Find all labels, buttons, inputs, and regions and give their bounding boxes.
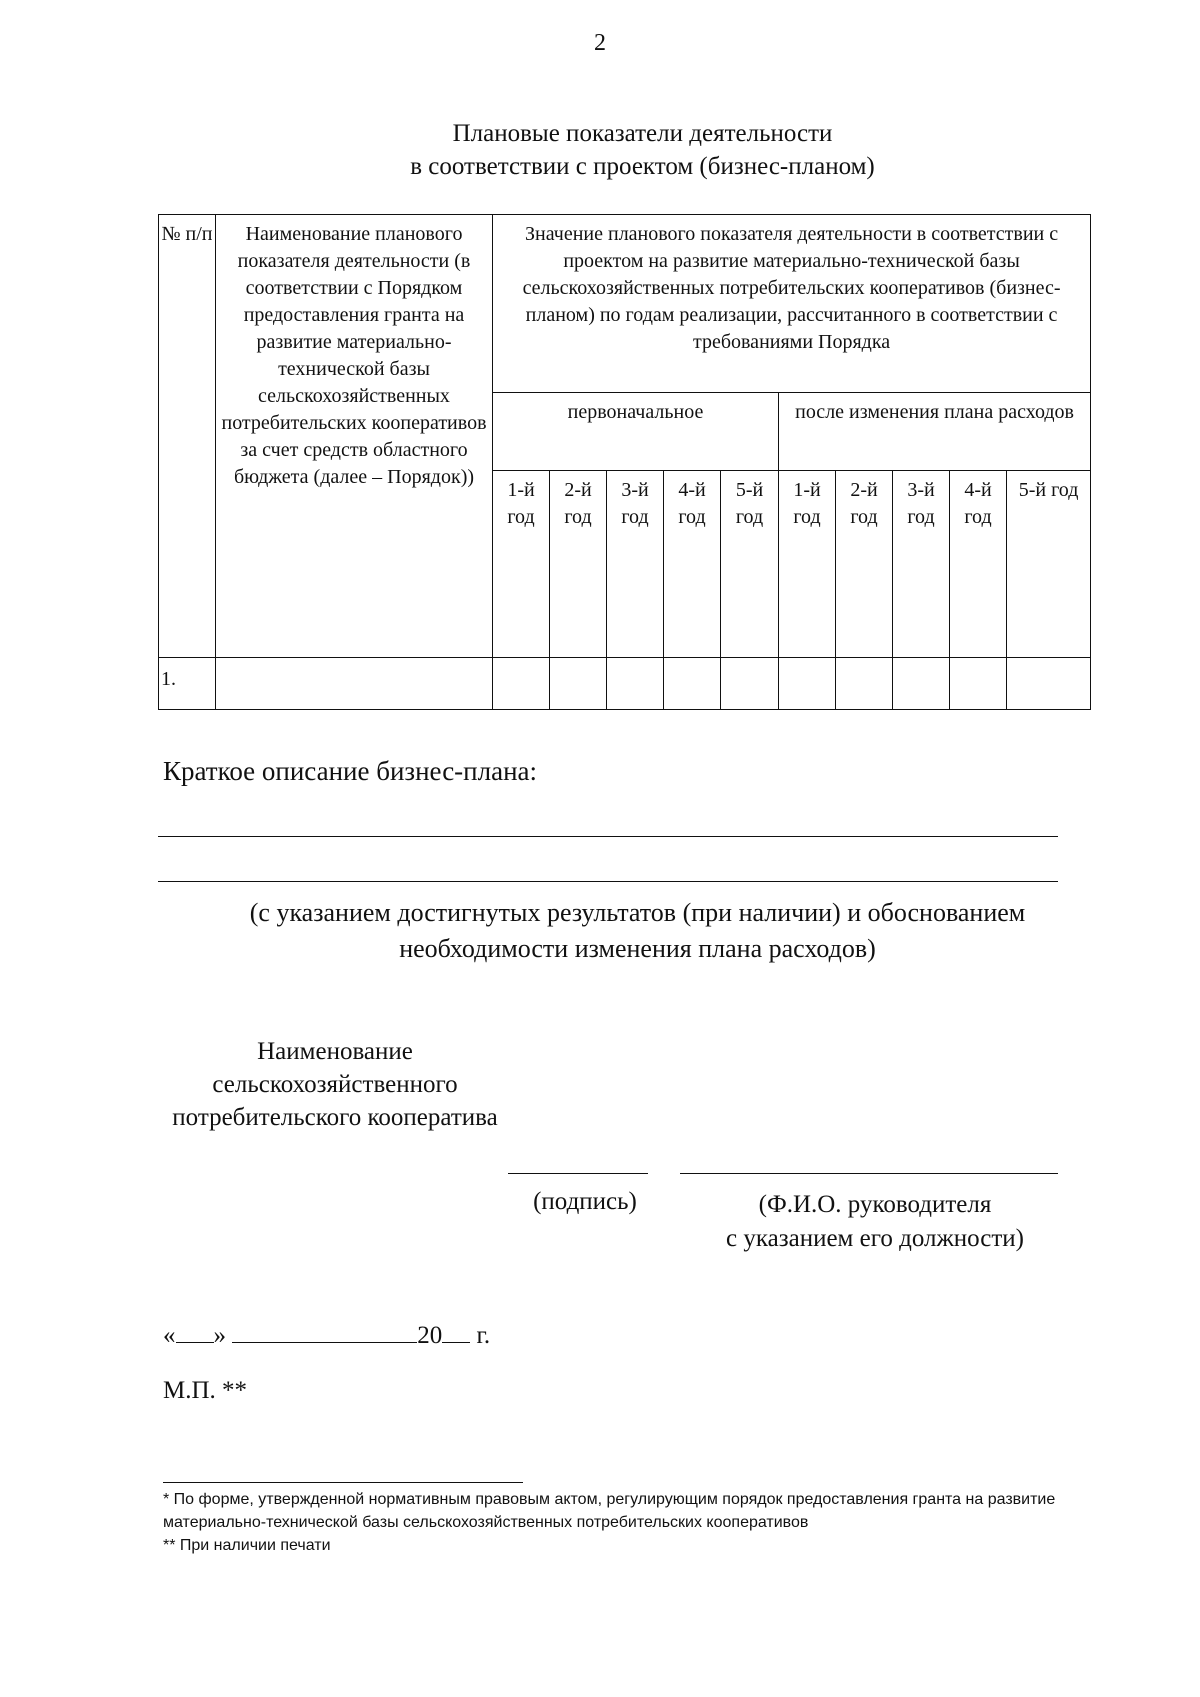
fio-line[interactable] (680, 1173, 1058, 1174)
description-line-2[interactable] (158, 881, 1058, 882)
table-row (159, 658, 1091, 710)
description-note (0, 895, 1200, 967)
col-name-header: Наименование планового показателя деятельности (в соответствии с Порядком предоставления гранта на развитие материально-технической базы сельскохозяйственных потребительских кооперативов за счет средств областного бюджета (далее – Порядок)) (216, 215, 493, 658)
year-after-1: 1-й год (779, 471, 836, 658)
value-cell[interactable] (1007, 658, 1091, 710)
title-line-1: Плановые показатели деятельности (452, 120, 833, 147)
table-header-row-1 (159, 215, 1091, 393)
description-note-line-2: необходимости изменения плана расходов) (399, 934, 876, 963)
fio-caption-line-1: (Ф.И.О. руководителя (758, 1191, 992, 1218)
value-cell[interactable] (664, 658, 721, 710)
fio-caption-line-2: с указанием его должности) (726, 1225, 1024, 1252)
date-close-quote: » (213, 1322, 226, 1349)
year-after-5: 5-й год (1007, 471, 1091, 658)
year-initial-3: 3-й год (607, 471, 664, 658)
footnote-2: ** При наличии печати (163, 1537, 331, 1554)
date-day-field[interactable] (176, 1322, 214, 1343)
date-open-quote: « (163, 1322, 176, 1349)
year-initial-5: 5-й год (721, 471, 779, 658)
plan-indicators-table (158, 214, 1091, 710)
fio-caption (690, 1188, 1060, 1256)
signature-caption: (подпись) (533, 1188, 637, 1215)
col-num-header: № п/п (159, 215, 216, 658)
value-cell[interactable] (836, 658, 893, 710)
date-year-prefix: 20 (417, 1322, 443, 1349)
footnotes (163, 1488, 1123, 1557)
description-label: Краткое описание бизнес-плана: (163, 756, 538, 786)
description-line-1[interactable] (158, 836, 1058, 837)
date-year-field[interactable] (442, 1322, 470, 1343)
footnote-rule (163, 1482, 523, 1483)
title-line-2: в соответствии с проектом (бизнес-планом) (410, 153, 875, 180)
description-note-line-1: (с указанием достигнутых результатов (при наличии) и обоснованием (249, 898, 1026, 927)
row-name-cell[interactable] (216, 658, 493, 710)
year-after-4: 4-й год (950, 471, 1007, 658)
year-after-3: 3-й год (893, 471, 950, 658)
page-number: 2 (594, 30, 606, 56)
group-after-header: после изменения плана расходов (779, 393, 1091, 471)
date-line (163, 1322, 490, 1350)
value-cell[interactable] (950, 658, 1007, 710)
row-num: 1. (159, 658, 216, 710)
date-month-field[interactable] (232, 1322, 417, 1343)
footnote-1: * По форме, утвержденной нормативным правовым актом, регулирующим порядок предоставления гранта на развитие материально-технической базы сельскохозяйственных потребительских кооперативов (163, 1491, 1056, 1531)
year-initial-1: 1-й год (493, 471, 550, 658)
value-cell[interactable] (779, 658, 836, 710)
value-cell[interactable] (550, 658, 607, 710)
col-value-header: Значение планового показателя деятельности в соответствии с проектом на развитие материально-технической базы сельскохозяйственных потребительских кооперативов (бизнес-планом) по годам реализации, рассчитанного в соответствии с требованиями Порядка (493, 215, 1091, 393)
value-cell[interactable] (493, 658, 550, 710)
signature-line[interactable] (508, 1173, 648, 1174)
group-initial-header: первоначальное (493, 393, 779, 471)
coop-name-caption: Наименование сельскохозяйственного потребительского кооператива (172, 1038, 498, 1131)
date-year-suffix: г. (476, 1322, 491, 1349)
seal-label: М.П. ** (163, 1377, 248, 1404)
year-initial-2: 2-й год (550, 471, 607, 658)
value-cell[interactable] (893, 658, 950, 710)
value-cell[interactable] (721, 658, 779, 710)
document-title (0, 117, 1200, 183)
year-after-2: 2-й год (836, 471, 893, 658)
value-cell[interactable] (607, 658, 664, 710)
year-initial-4: 4-й год (664, 471, 721, 658)
